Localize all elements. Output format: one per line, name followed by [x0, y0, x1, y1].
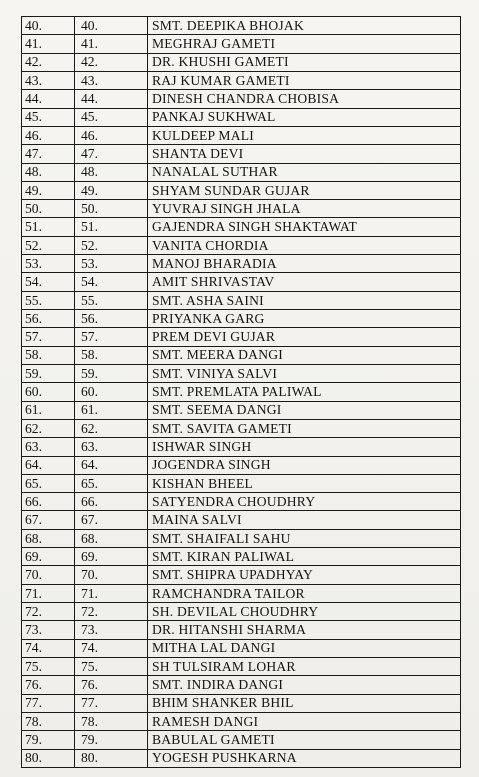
table-row	[22, 731, 461, 749]
name-cell: SATYENDRA CHOUDHRY	[148, 493, 461, 511]
table-row	[22, 493, 461, 511]
serial-number-cell: 48.	[22, 163, 75, 181]
serial-number-cell: 56.	[22, 310, 75, 328]
number-cell: 77.	[75, 694, 148, 712]
serial-number-cell: 57.	[22, 328, 75, 346]
name-cell: SMT. VINIYA SALVI	[148, 364, 461, 382]
serial-number-cell: 72.	[22, 603, 75, 621]
table-row	[22, 657, 461, 675]
serial-number-cell: 77.	[22, 694, 75, 712]
name-cell: MAINA SALVI	[148, 511, 461, 529]
name-cell: VANITA CHORDIA	[148, 236, 461, 254]
serial-number-cell: 41.	[22, 35, 75, 53]
number-cell: 55.	[75, 291, 148, 309]
number-cell: 44.	[75, 90, 148, 108]
table-row	[22, 200, 461, 218]
table-row	[22, 236, 461, 254]
name-cell: RAMESH DANGI	[148, 712, 461, 730]
number-cell: 60.	[75, 383, 148, 401]
number-cell: 45.	[75, 108, 148, 126]
serial-number-cell: 63.	[22, 438, 75, 456]
name-cell: DR. HITANSHI SHARMA	[148, 621, 461, 639]
serial-number-cell: 75.	[22, 657, 75, 675]
name-cell: AMIT SHRIVASTAV	[148, 273, 461, 291]
name-cell: ISHWAR SINGH	[148, 438, 461, 456]
name-cell: SH. DEVILAL CHOUDHRY	[148, 603, 461, 621]
table-row	[22, 181, 461, 199]
table-row	[22, 310, 461, 328]
serial-number-cell: 65.	[22, 474, 75, 492]
serial-number-cell: 70.	[22, 566, 75, 584]
number-cell: 66.	[75, 493, 148, 511]
serial-number-cell: 49.	[22, 181, 75, 199]
table-row	[22, 364, 461, 382]
name-cell: SMT. SHAIFALI SAHU	[148, 529, 461, 547]
table-row	[22, 401, 461, 419]
serial-number-cell: 61.	[22, 401, 75, 419]
serial-number-cell: 67.	[22, 511, 75, 529]
number-cell: 58.	[75, 346, 148, 364]
number-cell: 42.	[75, 53, 148, 71]
name-cell: RAJ KUMAR GAMETI	[148, 71, 461, 89]
table-row	[22, 71, 461, 89]
number-cell: 62.	[75, 419, 148, 437]
name-cell: GAJENDRA SINGH SHAKTAWAT	[148, 218, 461, 236]
name-cell: SMT. SHIPRA UPADHYAY	[148, 566, 461, 584]
serial-number-cell: 80.	[22, 749, 75, 768]
serial-number-cell: 43.	[22, 71, 75, 89]
serial-number-cell: 54.	[22, 273, 75, 291]
serial-number-cell: 62.	[22, 419, 75, 437]
table-row	[22, 163, 461, 181]
table-row	[22, 53, 461, 71]
table-row	[22, 749, 461, 768]
name-cell: YUVRAJ SINGH JHALA	[148, 200, 461, 218]
table-row	[22, 145, 461, 163]
name-cell: PANKAJ SUKHWAL	[148, 108, 461, 126]
number-cell: 43.	[75, 71, 148, 89]
number-cell: 79.	[75, 731, 148, 749]
number-cell: 46.	[75, 126, 148, 144]
name-cell: DINESH CHANDRA CHOBISA	[148, 90, 461, 108]
table-row	[22, 548, 461, 566]
number-cell: 40.	[75, 17, 148, 35]
serial-number-cell: 66.	[22, 493, 75, 511]
table-row	[22, 566, 461, 584]
name-cell: SMT. KIRAN PALIWAL	[148, 548, 461, 566]
number-cell: 67.	[75, 511, 148, 529]
table-row	[22, 35, 461, 53]
name-cell: YOGESH PUSHKARNA	[148, 749, 461, 768]
number-cell: 50.	[75, 200, 148, 218]
number-cell: 41.	[75, 35, 148, 53]
name-cell: SMT. SEEMA DANGI	[148, 401, 461, 419]
serial-number-cell: 71.	[22, 584, 75, 602]
table-row	[22, 584, 461, 602]
serial-number-cell: 53.	[22, 255, 75, 273]
serial-number-cell: 45.	[22, 108, 75, 126]
name-cell: SMT. SAVITA GAMETI	[148, 419, 461, 437]
serial-number-cell: 44.	[22, 90, 75, 108]
table-row	[22, 255, 461, 273]
table-row	[22, 456, 461, 474]
name-cell: MITHA LAL DANGI	[148, 639, 461, 657]
table-row	[22, 511, 461, 529]
name-cell: SMT. DEEPIKA BHOJAK	[148, 17, 461, 35]
number-cell: 76.	[75, 676, 148, 694]
serial-number-cell: 64.	[22, 456, 75, 474]
serial-number-cell: 51.	[22, 218, 75, 236]
serial-number-cell: 55.	[22, 291, 75, 309]
number-cell: 56.	[75, 310, 148, 328]
name-cell: SHANTA DEVI	[148, 145, 461, 163]
serial-number-cell: 79.	[22, 731, 75, 749]
serial-number-cell: 46.	[22, 126, 75, 144]
table-row	[22, 291, 461, 309]
names-table-body	[22, 17, 461, 768]
name-cell: SMT. PREMLATA PALIWAL	[148, 383, 461, 401]
table-row	[22, 712, 461, 730]
number-cell: 78.	[75, 712, 148, 730]
number-cell: 61.	[75, 401, 148, 419]
table-row	[22, 419, 461, 437]
name-cell: PREM DEVI GUJAR	[148, 328, 461, 346]
number-cell: 64.	[75, 456, 148, 474]
name-cell: DR. KHUSHI GAMETI	[148, 53, 461, 71]
table-row	[22, 90, 461, 108]
name-cell: RAMCHANDRA TAILOR	[148, 584, 461, 602]
name-cell: JOGENDRA SINGH	[148, 456, 461, 474]
number-cell: 71.	[75, 584, 148, 602]
name-cell: SMT. ASHA SAINI	[148, 291, 461, 309]
number-cell: 52.	[75, 236, 148, 254]
number-cell: 47.	[75, 145, 148, 163]
serial-number-cell: 58.	[22, 346, 75, 364]
serial-number-cell: 78.	[22, 712, 75, 730]
name-cell: NANALAL SUTHAR	[148, 163, 461, 181]
table-row	[22, 621, 461, 639]
number-cell: 74.	[75, 639, 148, 657]
names-table	[21, 16, 461, 768]
name-cell: BABULAL GAMETI	[148, 731, 461, 749]
table-row	[22, 603, 461, 621]
table-row	[22, 676, 461, 694]
name-cell: SHYAM SUNDAR GUJAR	[148, 181, 461, 199]
name-cell: SH TULSIRAM LOHAR	[148, 657, 461, 675]
number-cell: 73.	[75, 621, 148, 639]
name-cell: SMT. INDIRA DANGI	[148, 676, 461, 694]
table-row	[22, 529, 461, 547]
table-row	[22, 694, 461, 712]
serial-number-cell: 68.	[22, 529, 75, 547]
name-cell: KULDEEP MALI	[148, 126, 461, 144]
number-cell: 63.	[75, 438, 148, 456]
number-cell: 69.	[75, 548, 148, 566]
name-cell: MEGHRAJ GAMETI	[148, 35, 461, 53]
number-cell: 80.	[75, 749, 148, 768]
serial-number-cell: 50.	[22, 200, 75, 218]
number-cell: 75.	[75, 657, 148, 675]
number-cell: 70.	[75, 566, 148, 584]
name-cell: PRIYANKA GARG	[148, 310, 461, 328]
name-cell: MANOJ BHARADIA	[148, 255, 461, 273]
number-cell: 51.	[75, 218, 148, 236]
table-row	[22, 383, 461, 401]
number-cell: 54.	[75, 273, 148, 291]
serial-number-cell: 40.	[22, 17, 75, 35]
table-row	[22, 126, 461, 144]
number-cell: 72.	[75, 603, 148, 621]
table-row	[22, 273, 461, 291]
number-cell: 53.	[75, 255, 148, 273]
serial-number-cell: 60.	[22, 383, 75, 401]
table-row	[22, 218, 461, 236]
table-row	[22, 438, 461, 456]
serial-number-cell: 73.	[22, 621, 75, 639]
name-cell: KISHAN BHEEL	[148, 474, 461, 492]
table-row	[22, 108, 461, 126]
serial-number-cell: 52.	[22, 236, 75, 254]
number-cell: 59.	[75, 364, 148, 382]
serial-number-cell: 42.	[22, 53, 75, 71]
table-row	[22, 639, 461, 657]
name-cell: SMT. MEERA DANGI	[148, 346, 461, 364]
serial-number-cell: 47.	[22, 145, 75, 163]
number-cell: 57.	[75, 328, 148, 346]
number-cell: 48.	[75, 163, 148, 181]
name-cell: BHIM SHANKER BHIL	[148, 694, 461, 712]
number-cell: 68.	[75, 529, 148, 547]
serial-number-cell: 59.	[22, 364, 75, 382]
serial-number-cell: 74.	[22, 639, 75, 657]
table-row	[22, 474, 461, 492]
table-row	[22, 17, 461, 35]
number-cell: 49.	[75, 181, 148, 199]
table-row	[22, 328, 461, 346]
number-cell: 65.	[75, 474, 148, 492]
table-row	[22, 346, 461, 364]
serial-number-cell: 76.	[22, 676, 75, 694]
serial-number-cell: 69.	[22, 548, 75, 566]
